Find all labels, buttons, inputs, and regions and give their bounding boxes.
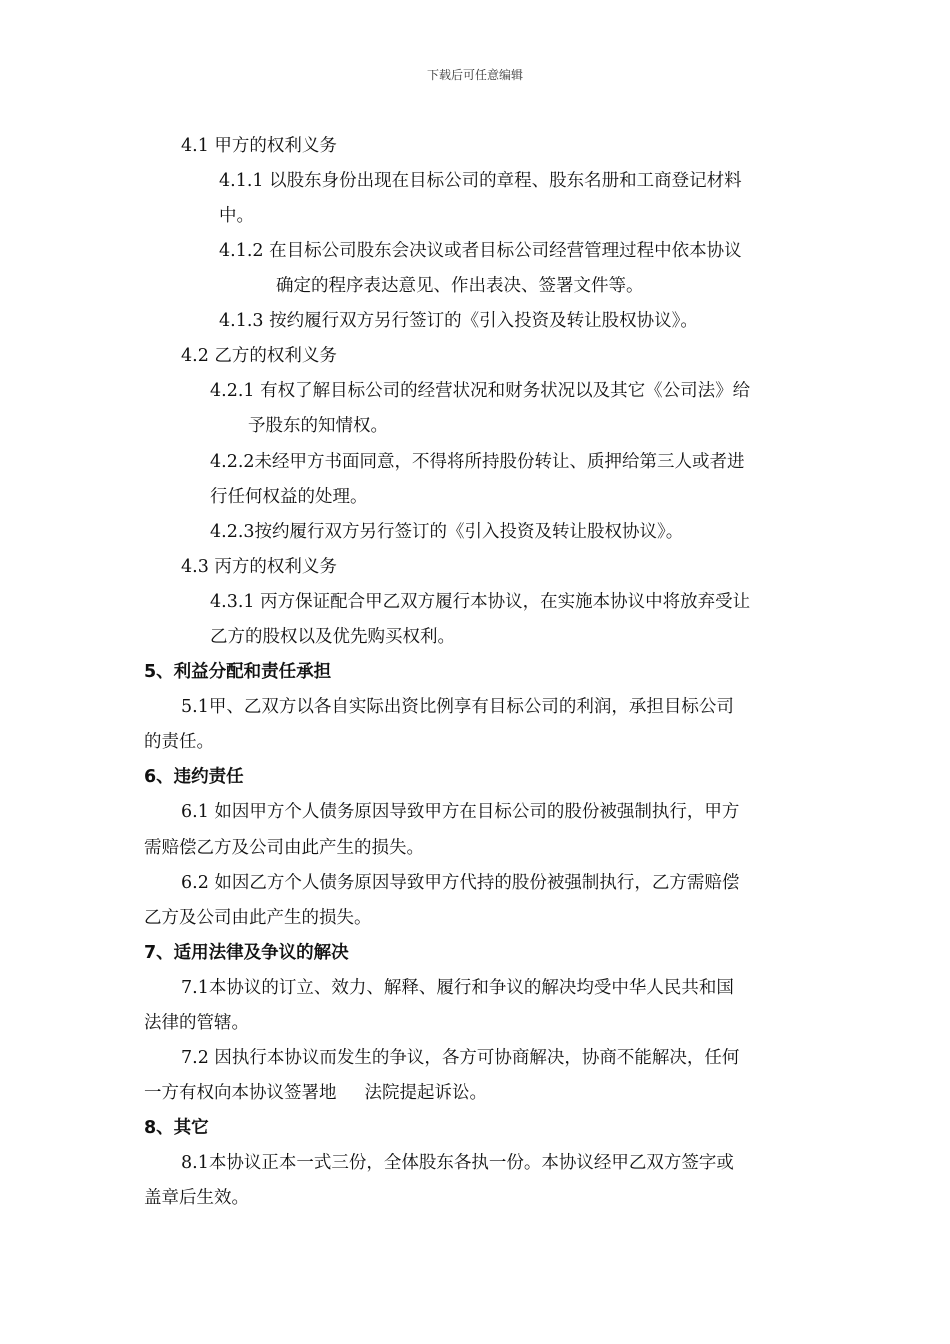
text-line	[144, 730, 214, 754]
line-text: 乙方及公司由此产生的损失。	[144, 908, 372, 928]
line-text-tail: 法院提起诉讼。	[364, 1083, 487, 1103]
text-line	[181, 871, 739, 895]
line-text: 4.2 乙方的权利义务	[181, 346, 337, 366]
line-text: 7.1本协议的订立、效力、解释、履行和争议的解决均受中华人民共和国	[181, 978, 734, 998]
text-line	[181, 344, 337, 368]
line-text: 6.1 如因甲方个人债务原因导致甲方在目标公司的股份被强制执行，甲方	[181, 802, 740, 822]
line-text: 4.2.2未经甲方书面同意，不得将所持股份转让、质押给第三人或者进	[210, 452, 745, 472]
text-line	[210, 590, 750, 614]
line-text: 乙方的股权以及优先购买权利。	[210, 627, 455, 647]
text-line	[219, 204, 254, 228]
text-line	[248, 414, 388, 438]
text-line	[144, 906, 372, 930]
text-line	[219, 239, 742, 263]
line-text: 行任何权益的处理。	[210, 487, 368, 507]
text-line	[144, 1186, 249, 1210]
line-text: 6、违约责任	[144, 767, 244, 787]
line-text: 8.1本协议正本一式三份，全体股东各执一份。本协议经甲乙双方签字或	[181, 1153, 734, 1173]
section-heading	[144, 765, 244, 789]
line-text: 中。	[219, 206, 254, 226]
line-text: 4.1 甲方的权利义务	[181, 136, 337, 156]
line-text: 予股东的知情权。	[248, 416, 388, 436]
text-line	[210, 379, 750, 403]
text-line	[219, 169, 742, 193]
line-text: 5.1甲、乙双方以各自实际出资比例享有目标公司的利润，承担目标公司	[181, 697, 734, 717]
text-line	[210, 625, 455, 649]
text-line	[181, 800, 739, 824]
text-line	[181, 1046, 739, 1070]
text-line	[144, 836, 424, 860]
line-text: 4.3 丙方的权利义务	[181, 557, 337, 577]
line-text: 7.2 因执行本协议而发生的争议，各方可协商解决，协商不能解决，任何	[181, 1048, 740, 1068]
line-text: 法律的管辖。	[144, 1013, 249, 1033]
line-text: 6.2 如因乙方个人债务原因导致甲方代持的股份被强制执行，乙方需赔偿	[181, 873, 740, 893]
line-text: 8、其它	[144, 1118, 209, 1138]
line-text: 确定的程序表达意见、作出表决、签署文件等。	[276, 276, 644, 296]
line-text: 4.2.3按约履行双方另行签订的《引入投资及转让股权协议》。	[210, 522, 684, 542]
text-line	[181, 134, 337, 158]
line-text: 5、利益分配和责任承担	[144, 662, 332, 682]
line-text: 4.2.1 有权了解目标公司的经营状况和财务状况以及其它《公司法》给	[210, 381, 751, 401]
page-header: 下载后可任意编辑	[426, 68, 523, 82]
line-text: 的责任。	[144, 732, 214, 752]
text-line	[144, 1011, 249, 1035]
line-text: 4.1.1 以股东身份出现在目标公司的章程、股东名册和工商登记材料	[219, 171, 742, 191]
text-line	[210, 485, 368, 509]
line-text: 4.3.1 丙方保证配合甲乙双方履行本协议，在实施本协议中将放弃受让	[210, 592, 751, 612]
text-line	[219, 309, 698, 333]
line-text: 4.1.2 在目标公司股东会决议或者目标公司经营管理过程中依本协议	[219, 241, 742, 261]
section-heading	[144, 1116, 209, 1140]
line-text: 4.1.3 按约履行双方另行签订的《引入投资及转让股权协议》。	[219, 311, 698, 331]
text-line	[181, 1151, 734, 1175]
text-line	[181, 976, 734, 1000]
text-line	[181, 555, 337, 579]
line-text: 一方有权向本协议签署地	[144, 1083, 337, 1103]
line-text: 7、适用法律及争议的解决	[144, 943, 349, 963]
text-line	[210, 450, 745, 474]
section-heading	[144, 660, 331, 684]
line-text: 需赔偿乙方及公司由此产生的损失。	[144, 838, 424, 858]
text-line	[144, 1081, 487, 1105]
section-heading	[144, 941, 349, 965]
text-line	[181, 695, 734, 719]
text-line	[276, 274, 644, 298]
line-text: 盖章后生效。	[144, 1188, 249, 1208]
text-line	[210, 520, 683, 544]
